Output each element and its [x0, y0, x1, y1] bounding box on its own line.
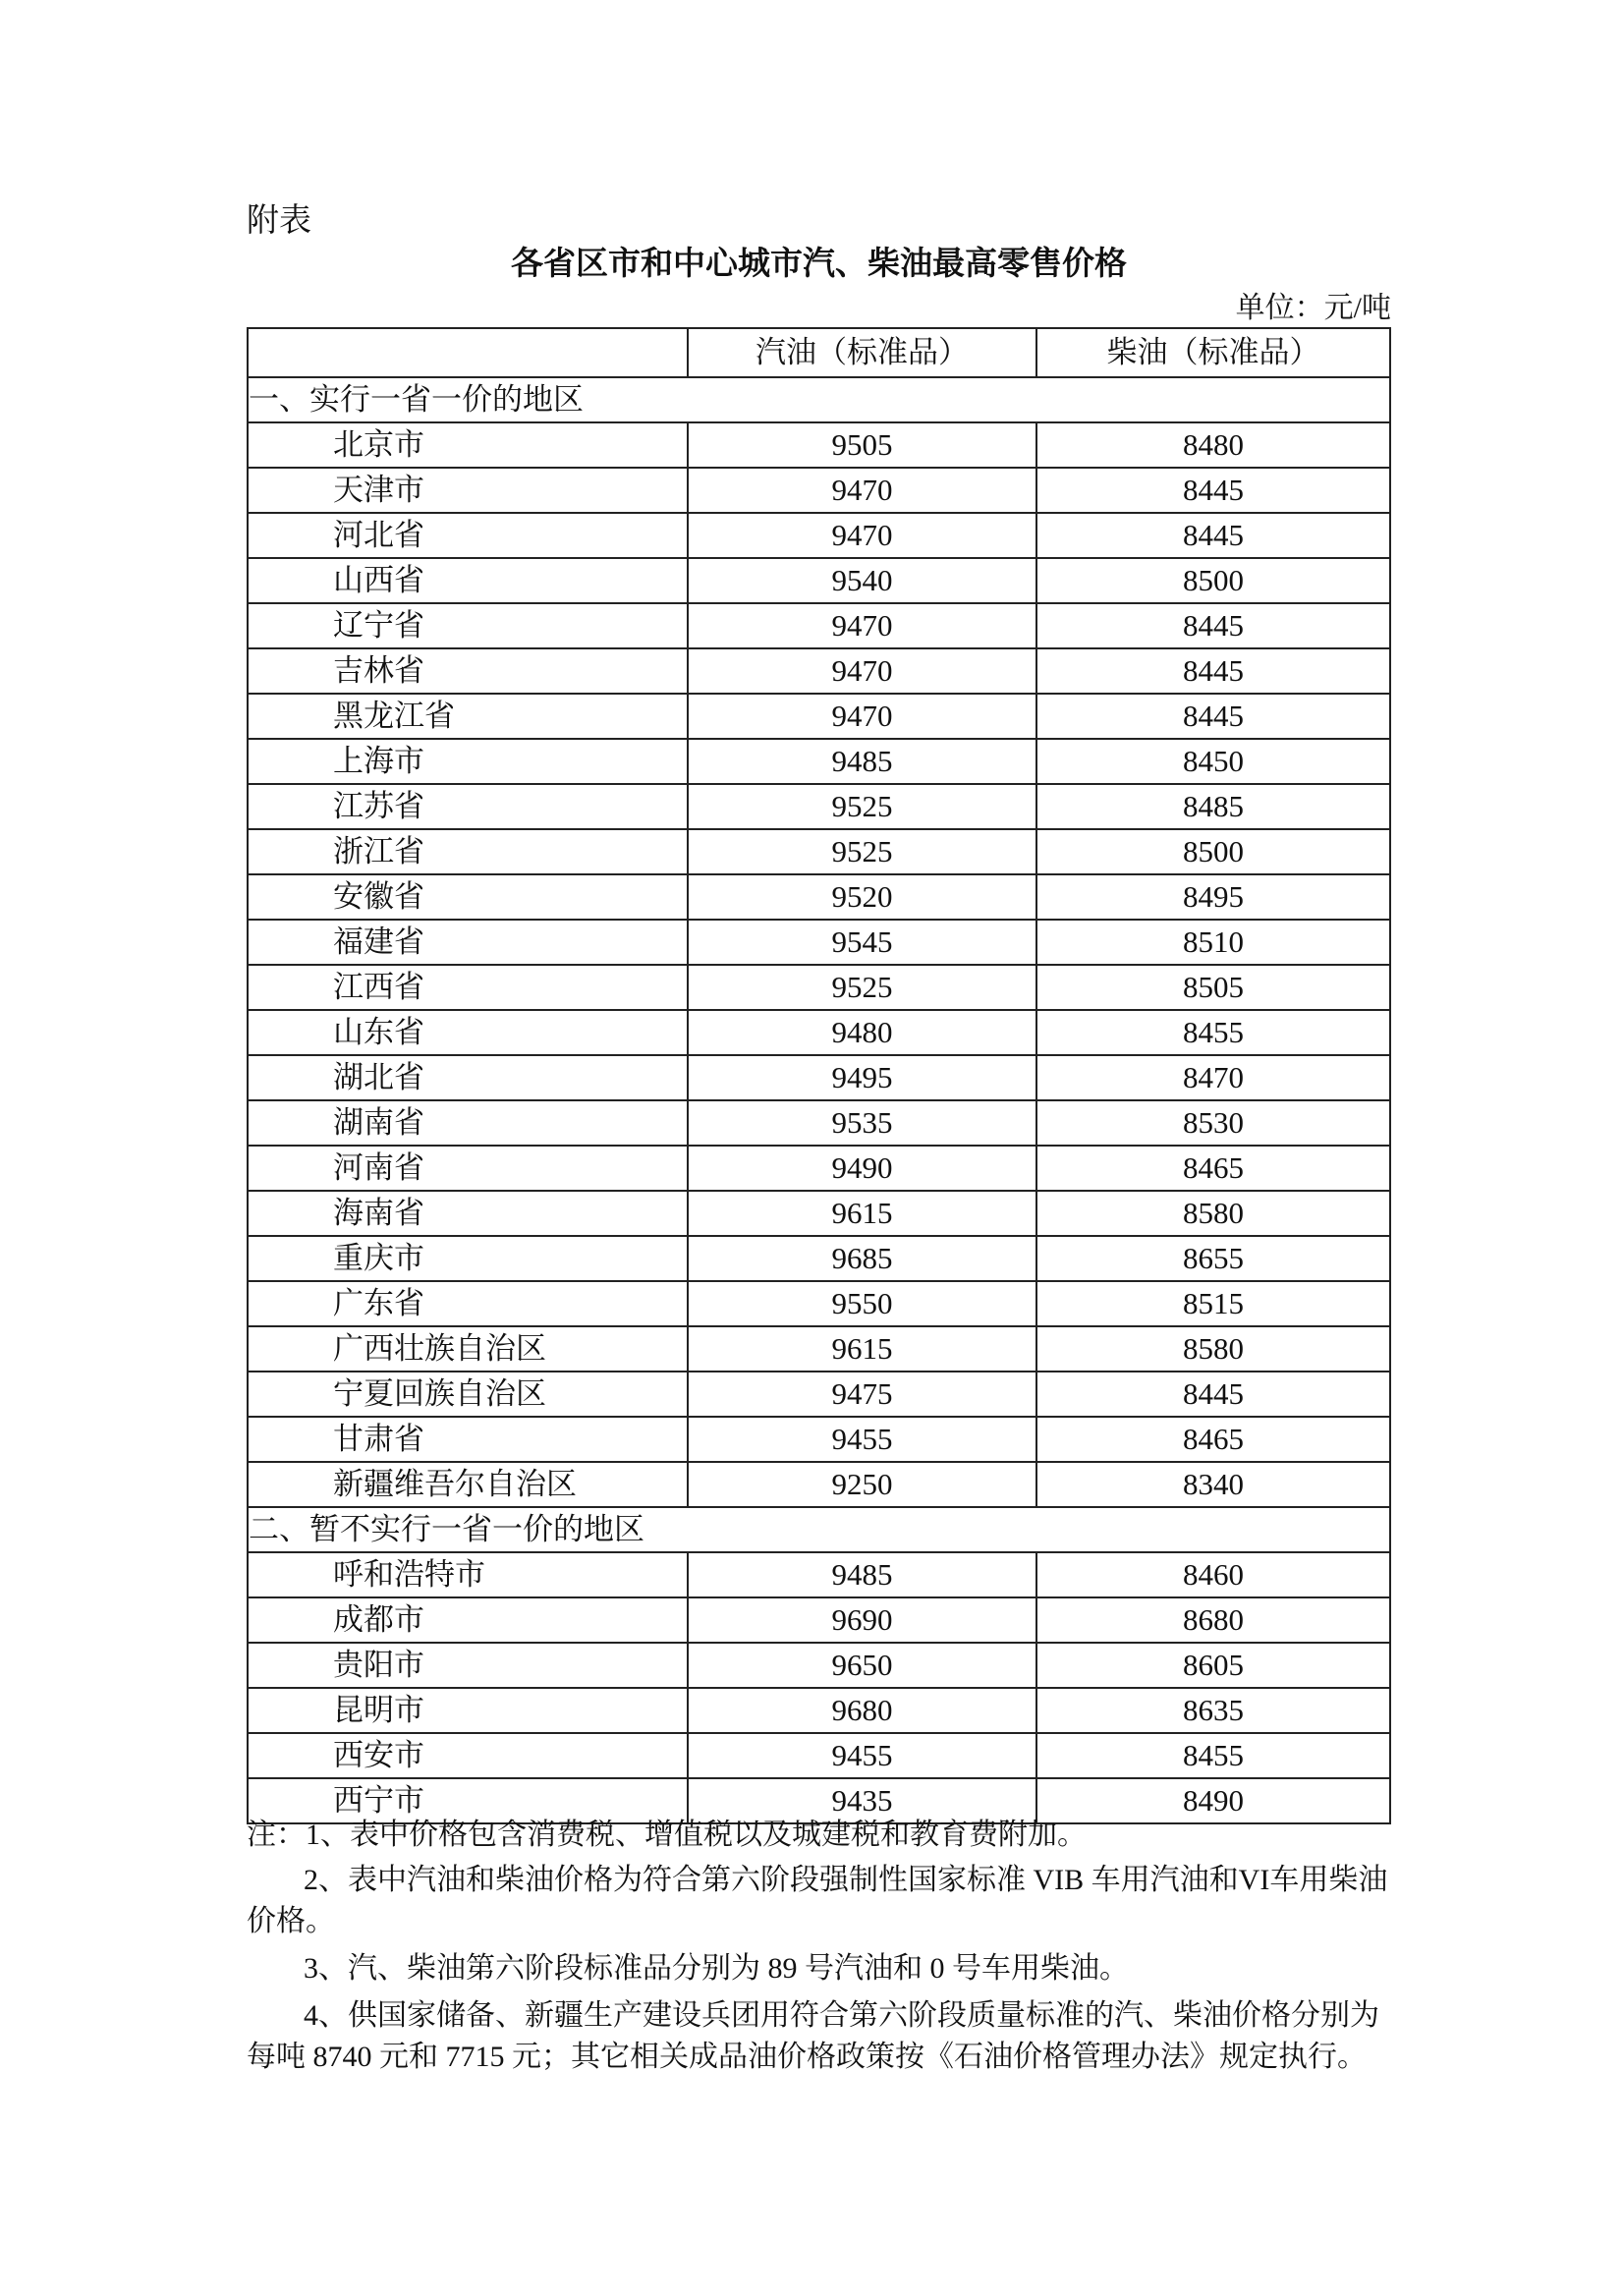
diesel-price-cell: 8495 [1036, 874, 1390, 920]
diesel-price-cell: 8455 [1036, 1733, 1390, 1778]
table-row [248, 965, 1390, 1010]
table-row [248, 468, 1390, 513]
section-label: 一、实行一省一价的地区 [248, 377, 1390, 422]
gasoline-price-cell: 9470 [688, 468, 1036, 513]
diesel-price-cell: 8655 [1036, 1236, 1390, 1281]
gasoline-price-cell: 9455 [688, 1417, 1036, 1462]
diesel-price-cell: 8450 [1036, 739, 1390, 784]
note-2: 2、表中汽油和柴油价格为符合第六阶段强制性国家标准 VIB 车用汽油和VI车用柴油价格。 [247, 1864, 1388, 1937]
table-row [248, 1010, 1390, 1055]
gasoline-price-cell: 9470 [688, 694, 1036, 739]
region-cell: 宁夏回族自治区 [248, 1372, 688, 1417]
diesel-price-cell: 8605 [1036, 1643, 1390, 1688]
region-cell: 贵阳市 [248, 1643, 688, 1688]
table-row [248, 1462, 1390, 1507]
region-cell: 广东省 [248, 1281, 688, 1326]
gasoline-price-cell: 9535 [688, 1100, 1036, 1146]
gasoline-price-cell: 9550 [688, 1281, 1036, 1326]
gasoline-price-cell: 9505 [688, 422, 1036, 468]
region-cell: 江西省 [248, 965, 688, 1010]
header-cell-gasoline: 汽油（标准品） [688, 328, 1036, 377]
header-cell-region [248, 328, 688, 377]
attachment-label: 附表 [247, 203, 311, 239]
unit-label: 单位：元/吨 [1235, 292, 1391, 324]
gasoline-price-cell: 9495 [688, 1055, 1036, 1100]
region-cell: 甘肃省 [248, 1417, 688, 1462]
table-row [248, 694, 1390, 739]
gasoline-price-cell: 9485 [688, 739, 1036, 784]
table-header-row [248, 328, 1390, 377]
gasoline-price-cell: 9685 [688, 1236, 1036, 1281]
diesel-price-cell: 8465 [1036, 1417, 1390, 1462]
region-cell: 成都市 [248, 1597, 688, 1643]
note-1: 注：1、表中价格包含消费税、增值税以及城建税和教育费附加。 [247, 1819, 1087, 1851]
diesel-price-cell: 8445 [1036, 603, 1390, 648]
region-cell: 新疆维吾尔自治区 [248, 1462, 688, 1507]
price-table [247, 327, 1391, 1824]
gasoline-price-cell: 9250 [688, 1462, 1036, 1507]
region-cell: 上海市 [248, 739, 688, 784]
table-row [248, 603, 1390, 648]
table-row [248, 1372, 1390, 1417]
table-row [248, 829, 1390, 874]
table-row [248, 1688, 1390, 1733]
gasoline-price-cell: 9525 [688, 784, 1036, 829]
region-cell: 吉林省 [248, 648, 688, 694]
table-row [248, 1597, 1390, 1643]
region-cell: 山西省 [248, 558, 688, 603]
table-row [248, 1055, 1390, 1100]
gasoline-price-cell: 9435 [688, 1778, 1036, 1823]
section-label: 二、暂不实行一省一价的地区 [248, 1507, 1390, 1552]
region-cell: 河南省 [248, 1146, 688, 1191]
diesel-price-cell: 8635 [1036, 1688, 1390, 1733]
diesel-price-cell: 8680 [1036, 1597, 1390, 1643]
region-cell: 黑龙江省 [248, 694, 688, 739]
diesel-price-cell: 8580 [1036, 1191, 1390, 1236]
notes [247, 1815, 1391, 2078]
diesel-price-cell: 8485 [1036, 784, 1390, 829]
table-row [248, 1146, 1390, 1191]
region-cell: 北京市 [248, 422, 688, 468]
region-cell: 昆明市 [248, 1688, 688, 1733]
gasoline-price-cell: 9540 [688, 558, 1036, 603]
region-cell: 西安市 [248, 1733, 688, 1778]
gasoline-price-cell: 9455 [688, 1733, 1036, 1778]
region-cell: 山东省 [248, 1010, 688, 1055]
diesel-price-cell: 8445 [1036, 513, 1390, 558]
diesel-price-cell: 8460 [1036, 1552, 1390, 1597]
gasoline-price-cell: 9615 [688, 1191, 1036, 1236]
region-cell: 安徽省 [248, 874, 688, 920]
gasoline-price-cell: 9475 [688, 1372, 1036, 1417]
table-row [248, 1417, 1390, 1462]
table-row [248, 513, 1390, 558]
table-row [248, 874, 1390, 920]
note-3: 3、汽、柴油第六阶段标准品分别为 89 号汽油和 0 号车用柴油。 [304, 1952, 1129, 1985]
diesel-price-cell: 8445 [1036, 1372, 1390, 1417]
diesel-price-cell: 8580 [1036, 1326, 1390, 1372]
region-cell: 浙江省 [248, 829, 688, 874]
diesel-price-cell: 8500 [1036, 558, 1390, 603]
table-row [248, 739, 1390, 784]
diesel-price-cell: 8510 [1036, 920, 1390, 965]
note-4: 4、供国家储备、新疆生产建设兵团用符合第六阶段质量标准的汽、柴油价格分别为每吨 8740 元和 7715 元；其它相关成品油价格政策按《石油价格管理办法》规定执行。 [247, 1999, 1379, 2073]
gasoline-price-cell: 9650 [688, 1643, 1036, 1688]
gasoline-price-cell: 9690 [688, 1597, 1036, 1643]
diesel-price-cell: 8530 [1036, 1100, 1390, 1146]
region-cell: 重庆市 [248, 1236, 688, 1281]
diesel-price-cell: 8490 [1036, 1778, 1390, 1823]
table-row [248, 920, 1390, 965]
gasoline-price-cell: 9525 [688, 965, 1036, 1010]
diesel-price-cell: 8455 [1036, 1010, 1390, 1055]
table-row [248, 1236, 1390, 1281]
table-row [248, 1326, 1390, 1372]
region-cell: 广西壮族自治区 [248, 1326, 688, 1372]
diesel-price-cell: 8340 [1036, 1462, 1390, 1507]
diesel-price-cell: 8445 [1036, 648, 1390, 694]
gasoline-price-cell: 9680 [688, 1688, 1036, 1733]
table-row [248, 648, 1390, 694]
region-cell: 辽宁省 [248, 603, 688, 648]
gasoline-price-cell: 9480 [688, 1010, 1036, 1055]
diesel-price-cell: 8445 [1036, 468, 1390, 513]
table-row [248, 422, 1390, 468]
gasoline-price-cell: 9485 [688, 1552, 1036, 1597]
region-cell: 湖南省 [248, 1100, 688, 1146]
region-cell: 福建省 [248, 920, 688, 965]
gasoline-price-cell: 9525 [688, 829, 1036, 874]
region-cell: 河北省 [248, 513, 688, 558]
gasoline-price-cell: 9545 [688, 920, 1036, 965]
region-cell: 西宁市 [248, 1778, 688, 1823]
diesel-price-cell: 8500 [1036, 829, 1390, 874]
diesel-price-cell: 8445 [1036, 694, 1390, 739]
table-row [248, 784, 1390, 829]
gasoline-price-cell: 9470 [688, 513, 1036, 558]
gasoline-price-cell: 9470 [688, 603, 1036, 648]
table-row [248, 1552, 1390, 1597]
diesel-price-cell: 8470 [1036, 1055, 1390, 1100]
diesel-price-cell: 8505 [1036, 965, 1390, 1010]
gasoline-price-cell: 9520 [688, 874, 1036, 920]
gasoline-price-cell: 9470 [688, 648, 1036, 694]
diesel-price-cell: 8515 [1036, 1281, 1390, 1326]
diesel-price-cell: 8480 [1036, 422, 1390, 468]
table-row [248, 1733, 1390, 1778]
table-row [248, 1281, 1390, 1326]
gasoline-price-cell: 9490 [688, 1146, 1036, 1191]
region-cell: 海南省 [248, 1191, 688, 1236]
diesel-price-cell: 8465 [1036, 1146, 1390, 1191]
region-cell: 天津市 [248, 468, 688, 513]
region-cell: 呼和浩特市 [248, 1552, 688, 1597]
region-cell: 江苏省 [248, 784, 688, 829]
header-cell-diesel: 柴油（标准品） [1036, 328, 1390, 377]
page-title: 各省区市和中心城市汽、柴油最高零售价格 [511, 247, 1127, 282]
table-row [248, 1643, 1390, 1688]
section-row [248, 1507, 1390, 1552]
table-row [248, 558, 1390, 603]
table-row [248, 1191, 1390, 1236]
gasoline-price-cell: 9615 [688, 1326, 1036, 1372]
region-cell: 湖北省 [248, 1055, 688, 1100]
table-row [248, 1100, 1390, 1146]
section-row [248, 377, 1390, 422]
